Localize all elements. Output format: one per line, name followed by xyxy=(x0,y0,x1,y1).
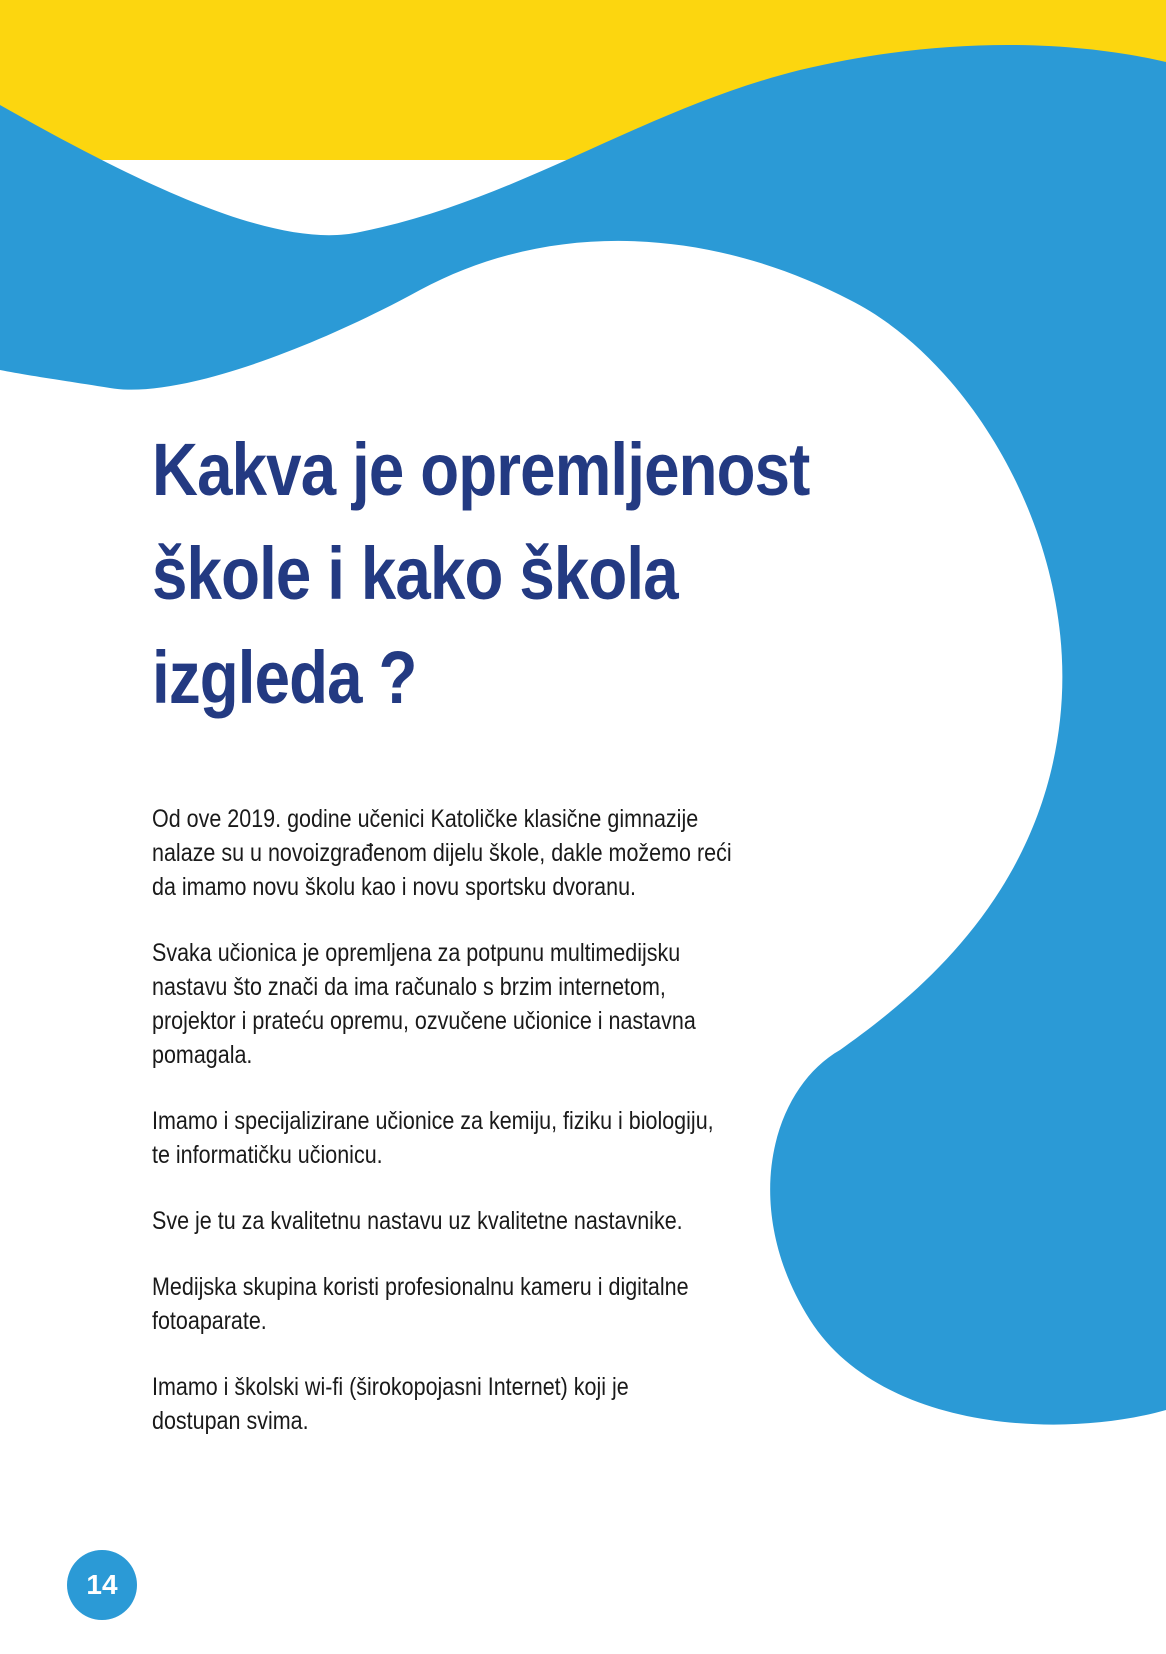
text-line: nastavu što znači da ima računalo s brzim internetom, xyxy=(152,973,666,1001)
text-line: te informatičku učionicu. xyxy=(152,1141,383,1169)
title-line: škole i kako škola xyxy=(152,532,678,615)
paragraph xyxy=(152,936,771,1072)
paragraph xyxy=(152,802,771,904)
text-line: fotoaparate. xyxy=(152,1307,267,1335)
page-number-badge: 14 xyxy=(67,1550,137,1620)
body-text xyxy=(152,802,771,1470)
paragraph xyxy=(152,1270,771,1338)
text-line: dostupan svima. xyxy=(152,1407,309,1435)
text-line: da imamo novu školu kao i novu sportsku dvoranu. xyxy=(152,873,637,901)
text-line: Sve je tu za kvalitetnu nastavu uz kvalitetne nastavnike. xyxy=(152,1207,683,1235)
paragraph xyxy=(152,1104,771,1172)
text-line: projektor i prateću opremu, ozvučene učionice i nastavna xyxy=(152,1007,696,1035)
paragraph xyxy=(152,1204,771,1238)
text-line: Svaka učionica je opremljena za potpunu multimedijsku xyxy=(152,939,681,967)
paragraph xyxy=(152,1370,771,1438)
text-line: nalaze su u novoizgrađenom dijelu škole, dakle možemo reći xyxy=(152,839,732,867)
title-line: izgleda ? xyxy=(152,636,417,719)
page-title xyxy=(152,418,840,730)
text-line: Imamo i školski wi-fi (širokopojasni Internet) koji je xyxy=(152,1373,629,1401)
text-line: Od ove 2019. godine učenici Katoličke klasične gimnazije xyxy=(152,805,699,833)
title-line: Kakva je opremljenost xyxy=(152,428,810,511)
text-line: Medijska skupina koristi profesionalnu kameru i digitalne xyxy=(152,1273,689,1301)
text-line: pomagala. xyxy=(152,1041,253,1069)
text-line: Imamo i specijalizirane učionice za kemiju, fiziku i biologiju, xyxy=(152,1107,714,1135)
